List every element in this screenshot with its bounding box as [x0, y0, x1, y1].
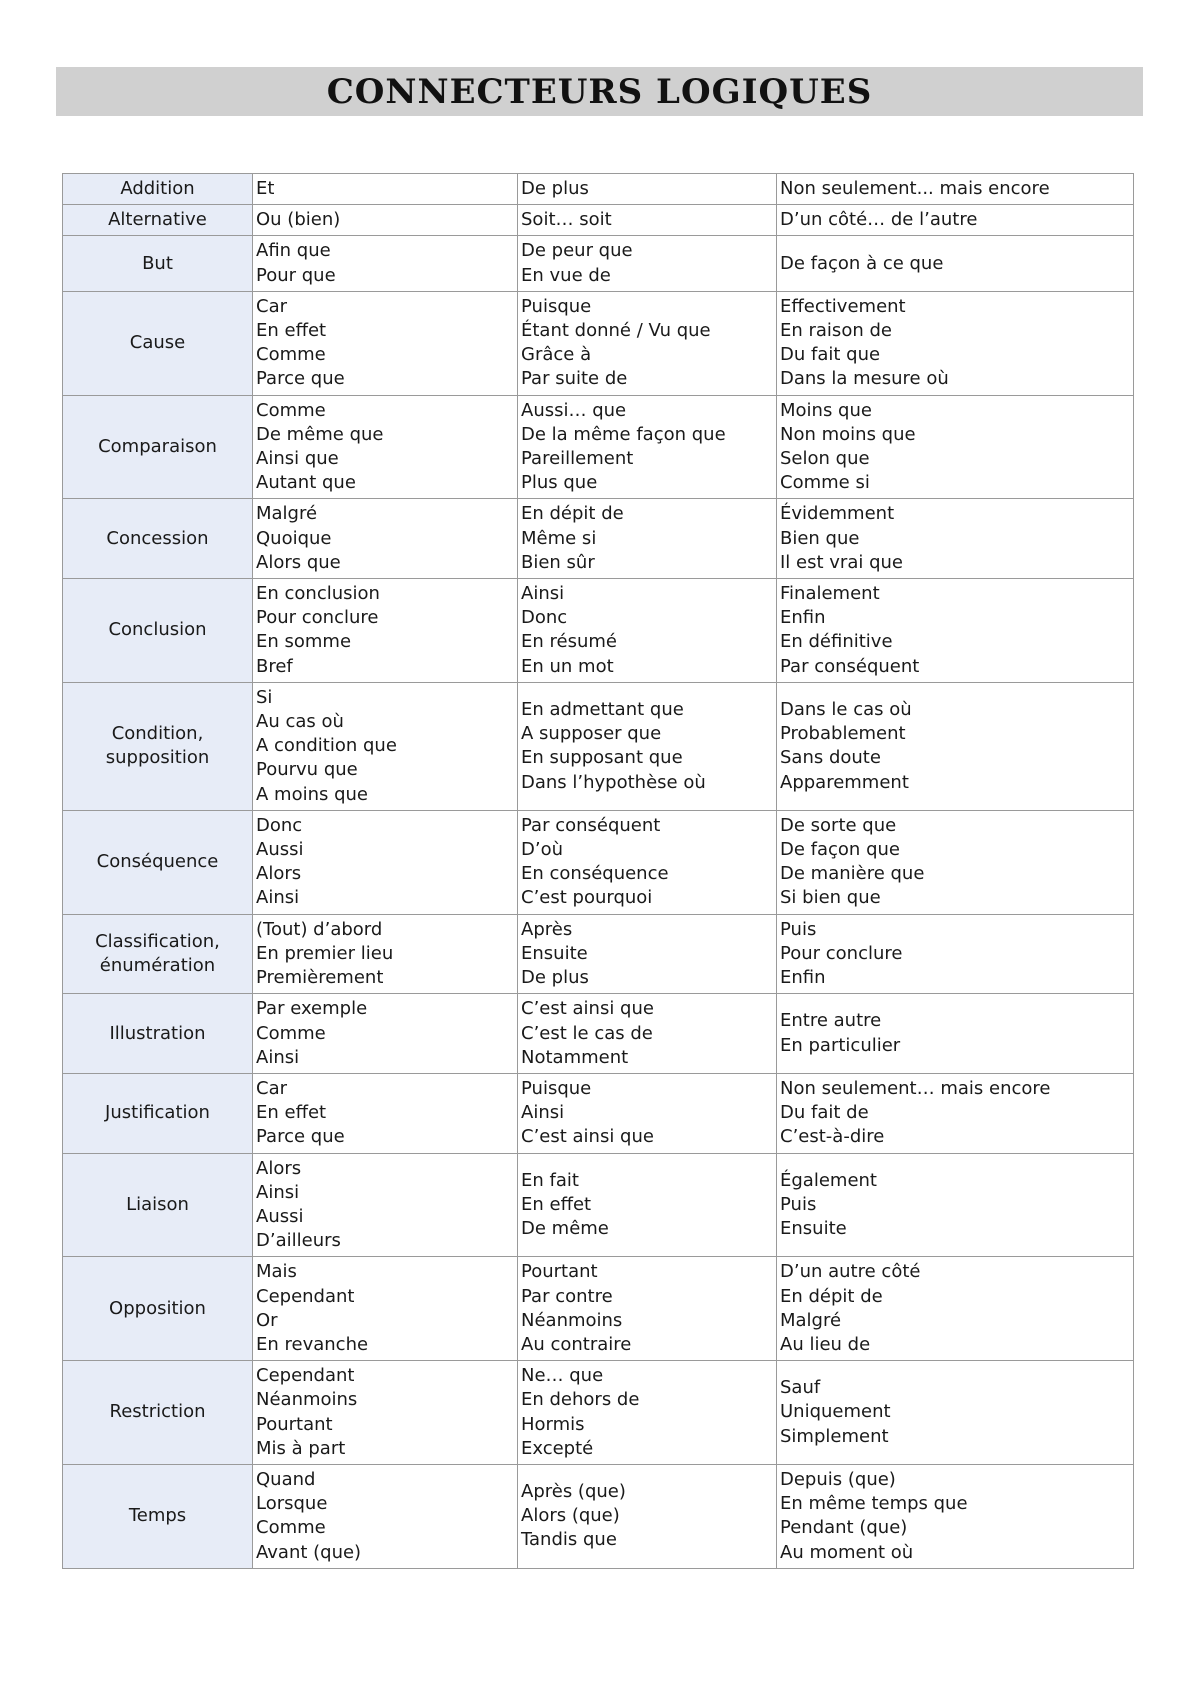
connector-item: Il est vrai que [780, 551, 903, 573]
connector-item: Notamment [521, 1046, 629, 1068]
connector-cell [518, 579, 777, 683]
category-cell: Restriction [63, 1361, 253, 1465]
connector-cell [253, 914, 518, 994]
table-row [63, 1361, 1134, 1465]
connector-item: Dans le cas où [780, 698, 912, 720]
connector-item: En un mot [521, 655, 614, 677]
connector-item: De même [521, 1218, 609, 1240]
connector-cell [777, 205, 1134, 236]
connector-item: D’ailleurs [256, 1230, 341, 1252]
connector-item: Donc [521, 607, 568, 629]
connector-item: En même temps que [780, 1493, 968, 1515]
connector-item: En supposant que [521, 747, 683, 769]
connector-item: Pourvu que [256, 759, 358, 781]
connector-item: Évidemment [780, 503, 895, 525]
connector-item: En dépit de [780, 1285, 883, 1307]
connector-item: En somme [256, 631, 352, 653]
category-cell: Justification [63, 1073, 253, 1153]
connector-item: Pendant (que) [780, 1517, 908, 1539]
connector-cell [253, 1073, 518, 1153]
category-cell: Comparaison [63, 395, 253, 499]
connector-item: En résumé [521, 631, 617, 653]
connector-item: Ainsi [256, 887, 300, 909]
table-row [63, 1153, 1134, 1257]
connector-item: Pourtant [256, 1413, 333, 1435]
connector-item: Enfin [780, 967, 826, 989]
connector-item: Comme [256, 344, 326, 366]
connector-cell [518, 682, 777, 810]
connector-item: Selon que [780, 448, 870, 470]
connector-item: Parce que [256, 1126, 345, 1148]
connector-item: Au contraire [521, 1333, 632, 1355]
connector-item: Comme si [780, 472, 870, 494]
connector-item: De manière que [780, 863, 925, 885]
connector-item: Alors (que) [521, 1505, 620, 1527]
connector-cell [518, 291, 777, 395]
connector-item: Finalement [780, 583, 880, 605]
connector-cell [253, 236, 518, 291]
connector-cell [777, 1153, 1134, 1257]
connector-item: Autant que [256, 472, 356, 494]
connector-item: Non seulement… mais encore [780, 1077, 1051, 1099]
connector-item: En effet [256, 1102, 327, 1124]
category-cell: Classification, énumération [63, 914, 253, 994]
connector-item: Alors que [256, 551, 341, 573]
connector-item: Aussi [256, 1205, 304, 1227]
connector-item: Aussi [256, 839, 304, 861]
connector-cell [777, 810, 1134, 914]
connector-item: Néanmoins [256, 1389, 358, 1411]
connector-item: Comme [256, 399, 326, 421]
connector-item: Bref [256, 655, 293, 677]
connector-cell [777, 914, 1134, 994]
connector-cell [777, 499, 1134, 579]
connector-item: En vue de [521, 264, 611, 286]
connector-item: Ne… que [521, 1365, 604, 1387]
connector-cell [518, 499, 777, 579]
connector-item: Sans doute [780, 747, 881, 769]
connector-item: Après [521, 918, 573, 940]
connector-item: Plus que [521, 472, 598, 494]
connector-item: Cependant [256, 1365, 355, 1387]
category-cell: Addition [63, 174, 253, 205]
connector-item: Sauf [780, 1377, 821, 1399]
connector-item: C’est pourquoi [521, 887, 653, 909]
connector-cell [518, 1464, 777, 1568]
connector-item: Par conséquent [521, 814, 661, 836]
category-cell: Temps [63, 1464, 253, 1568]
connector-item: De plus [521, 178, 589, 199]
connector-cell [253, 291, 518, 395]
connector-item: Tandis que [521, 1529, 617, 1551]
connector-item: Uniquement [780, 1401, 891, 1423]
connector-item: Néanmoins [521, 1309, 623, 1331]
connector-item: Dans la mesure où [780, 368, 949, 390]
connector-cell [253, 1153, 518, 1257]
connector-item: Au cas où [256, 711, 344, 733]
connector-item: Au lieu de [780, 1333, 871, 1355]
connector-item: Par exemple [256, 998, 368, 1020]
connector-cell [777, 1257, 1134, 1361]
connector-item: En conséquence [521, 863, 669, 885]
table-row [63, 174, 1134, 205]
connector-item: En admettant que [521, 698, 684, 720]
connector-item: Puis [780, 918, 817, 940]
connector-item: Apparemment [780, 771, 909, 793]
connector-item: D’un autre côté [780, 1261, 921, 1283]
connector-item: Or [256, 1309, 278, 1331]
connector-item: Premièrement [256, 967, 384, 989]
connector-item: Lorsque [256, 1493, 328, 1515]
connector-item: Pourtant [521, 1261, 598, 1283]
connector-item: Simplement [780, 1425, 889, 1447]
connector-item: Malgré [256, 503, 318, 525]
connector-item: Car [256, 295, 287, 317]
connector-cell [518, 174, 777, 205]
connector-item: Pour que [256, 264, 336, 286]
connector-cell [777, 994, 1134, 1074]
connector-cell [518, 1153, 777, 1257]
connector-item: En définitive [780, 631, 893, 653]
connector-item: Mis à part [256, 1437, 346, 1459]
connector-cell [253, 1257, 518, 1361]
connector-cell [777, 395, 1134, 499]
connector-item: De peur que [521, 240, 633, 262]
connector-item: Comme [256, 1517, 326, 1539]
connector-cell [777, 236, 1134, 291]
page-title: CONNECTEURS LOGIQUES [326, 71, 873, 112]
connector-item: (Tout) d’abord [256, 918, 383, 940]
connector-item: Ensuite [521, 942, 588, 964]
connector-cell [518, 1361, 777, 1465]
table-row [63, 1257, 1134, 1361]
connector-item: C’est ainsi que [521, 998, 654, 1020]
connector-cell [777, 1073, 1134, 1153]
connector-item: D’où [521, 839, 564, 861]
category-cell: Cause [63, 291, 253, 395]
connector-item: En dépit de [521, 503, 624, 525]
category-cell: Liaison [63, 1153, 253, 1257]
connector-cell [253, 205, 518, 236]
connector-item: Non seulement... mais encore [780, 178, 1050, 199]
connector-item: Puisque [521, 1077, 592, 1099]
table-row [63, 1464, 1134, 1568]
category-cell: Illustration [63, 994, 253, 1074]
connector-item: Depuis (que) [780, 1468, 896, 1490]
title-banner [56, 67, 1143, 116]
connector-cell [253, 395, 518, 499]
connector-item: Ainsi [521, 1102, 565, 1124]
connector-item: A moins que [256, 783, 368, 805]
category-cell: Conséquence [63, 810, 253, 914]
connector-item: Après (que) [521, 1481, 626, 1503]
connector-item: Afin que [256, 240, 331, 262]
connector-item: Malgré [780, 1309, 842, 1331]
connector-cell [253, 682, 518, 810]
connector-item: Si bien que [780, 887, 881, 909]
connector-item: Au moment où [780, 1541, 914, 1563]
connector-item: Soit… soit [521, 209, 612, 231]
connector-item: C’est le cas de [521, 1022, 653, 1044]
category-cell: Concession [63, 499, 253, 579]
connector-cell [777, 579, 1134, 683]
connector-item: En particulier [780, 1034, 901, 1056]
connector-item: Ensuite [780, 1218, 847, 1240]
connector-cell [253, 579, 518, 683]
table-row [63, 236, 1134, 291]
connector-cell [253, 994, 518, 1074]
connector-item: Car [256, 1077, 287, 1099]
connector-item: Cependant [256, 1285, 355, 1307]
connector-item: Si [256, 686, 273, 708]
connector-item: Dans l’hypothèse où [521, 771, 706, 793]
connector-item: Par contre [521, 1285, 613, 1307]
connector-item: Par conséquent [780, 655, 920, 677]
connector-item: Puisque [521, 295, 592, 317]
table-row [63, 994, 1134, 1074]
table-row [63, 291, 1134, 395]
connector-item: Ainsi que [256, 448, 339, 470]
connector-item: Du fait que [780, 344, 881, 366]
category-cell: Condition, supposition [63, 682, 253, 810]
connector-item: De sorte que [780, 814, 897, 836]
connector-cell [777, 174, 1134, 205]
connector-item: Hormis [521, 1413, 585, 1435]
connector-item: De façon que [780, 839, 900, 861]
connector-item: Enfin [780, 607, 826, 629]
table-row [63, 914, 1134, 994]
connector-cell [518, 1257, 777, 1361]
connector-item: Ainsi [256, 1046, 300, 1068]
connector-item: Ou (bien) [256, 209, 341, 231]
connector-cell [518, 810, 777, 914]
connector-item: Grâce à [521, 344, 592, 366]
connector-item: Alors [256, 863, 302, 885]
table-row [63, 579, 1134, 683]
connector-cell [518, 1073, 777, 1153]
connector-item: Du fait de [780, 1102, 869, 1124]
connector-item: Ainsi [521, 583, 565, 605]
connector-item: Entre autre [780, 1010, 882, 1032]
table-body [63, 174, 1134, 1569]
connector-cell [253, 1361, 518, 1465]
connector-item: Bien que [780, 527, 860, 549]
connector-item: Donc [256, 814, 303, 836]
connector-item: En dehors de [521, 1389, 640, 1411]
connector-item: En effet [256, 320, 327, 342]
connector-item: Effectivement [780, 295, 906, 317]
category-cell: Alternative [63, 205, 253, 236]
connector-item: Moins que [780, 399, 872, 421]
connector-cell [518, 236, 777, 291]
connector-item: Pour conclure [256, 607, 379, 629]
connectors-table [62, 173, 1134, 1569]
connector-cell [253, 499, 518, 579]
connector-cell [777, 291, 1134, 395]
connector-cell [253, 810, 518, 914]
connector-item: Pour conclure [780, 942, 903, 964]
connector-cell [518, 205, 777, 236]
table-row [63, 682, 1134, 810]
connector-item: En effet [521, 1193, 592, 1215]
connector-item: Excepté [521, 1437, 594, 1459]
connector-cell [253, 174, 518, 205]
connector-item: De façon à ce que [780, 252, 944, 274]
connector-item: C’est-à-dire [780, 1126, 885, 1148]
connector-item: De même que [256, 423, 384, 445]
connector-item: De plus [521, 967, 589, 989]
connector-item: Également [780, 1169, 877, 1191]
connector-item: Parce que [256, 368, 345, 390]
table-row [63, 205, 1134, 236]
connector-item: Probablement [780, 723, 906, 745]
table-row [63, 810, 1134, 914]
connector-cell [777, 1361, 1134, 1465]
connector-cell [518, 395, 777, 499]
table-row [63, 499, 1134, 579]
connector-item: En raison de [780, 320, 892, 342]
connector-item: Pareillement [521, 448, 634, 470]
connector-item: A supposer que [521, 723, 662, 745]
category-cell: Conclusion [63, 579, 253, 683]
connector-item: Ainsi [256, 1181, 300, 1203]
connector-item: Bien sûr [521, 551, 595, 573]
connector-cell [518, 994, 777, 1074]
connector-item: Et [256, 178, 275, 199]
connector-item: Aussi… que [521, 399, 627, 421]
table-row [63, 395, 1134, 499]
connector-cell [777, 682, 1134, 810]
category-cell: Opposition [63, 1257, 253, 1361]
connector-item: Puis [780, 1193, 817, 1215]
connector-item: Comme [256, 1022, 326, 1044]
connector-item: Quoique [256, 527, 332, 549]
connector-item: En conclusion [256, 583, 380, 605]
table-row [63, 1073, 1134, 1153]
connector-item: Mais [256, 1261, 297, 1283]
connector-item: Même si [521, 527, 597, 549]
connector-item: Non moins que [780, 423, 916, 445]
category-cell: But [63, 236, 253, 291]
connector-cell [518, 914, 777, 994]
connector-item: A condition que [256, 735, 397, 757]
connector-item: En fait [521, 1169, 579, 1191]
connector-item: Étant donné / Vu que [521, 320, 711, 342]
connector-item: Alors [256, 1157, 302, 1179]
connector-item: C’est ainsi que [521, 1126, 654, 1148]
connector-item: De la même façon que [521, 423, 726, 445]
connector-item: En revanche [256, 1333, 369, 1355]
connector-item: Quand [256, 1468, 316, 1490]
connector-item: En premier lieu [256, 942, 394, 964]
connector-item: Par suite de [521, 368, 628, 390]
connector-item: D’un côté… de l’autre [780, 209, 978, 231]
connector-cell [253, 1464, 518, 1568]
connector-cell [777, 1464, 1134, 1568]
connector-item: Avant (que) [256, 1541, 362, 1563]
